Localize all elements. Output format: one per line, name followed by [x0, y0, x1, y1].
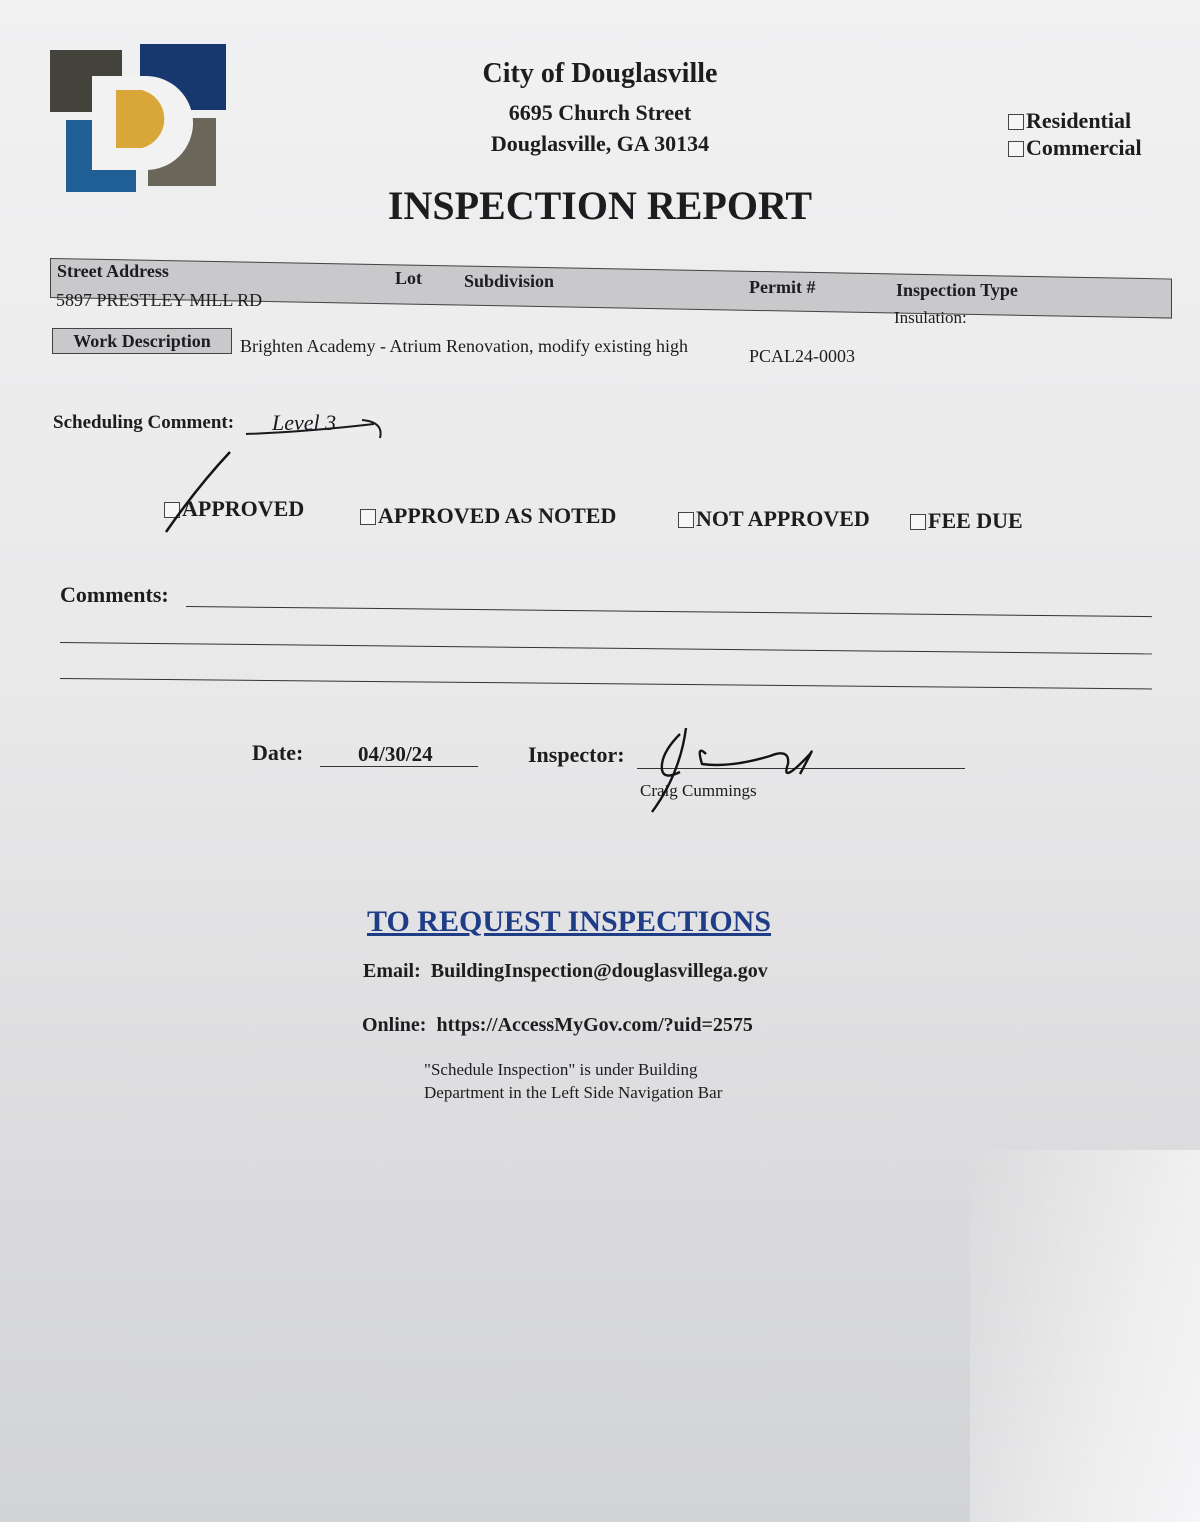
email-label: Email:: [363, 960, 421, 982]
city-name: City of Douglasville: [482, 58, 718, 89]
inspector-signature: [640, 724, 830, 816]
scheduling-comment-label: Scheduling Comment:: [53, 412, 235, 433]
not-approved-checkbox[interactable]: [678, 512, 694, 528]
city-street: 6695 Church Street: [508, 100, 692, 125]
fee-due-checkbox[interactable]: [910, 514, 926, 530]
permit-value: PCAL24-0003: [749, 346, 856, 366]
col-inspection-type: Inspection Type: [896, 280, 1018, 300]
col-permit: Permit #: [749, 277, 816, 297]
online-link[interactable]: https://AccessMyGov.com/?uid=2575: [436, 1014, 753, 1036]
inspector-name: Craig Cummings: [640, 781, 757, 800]
date-line: [320, 766, 478, 767]
paper-shading: [970, 1150, 1200, 1522]
street-address-value: 5897 PRESTLEY MILL RD: [56, 290, 263, 310]
approved-label: APPROVED: [182, 496, 305, 521]
residential-label: Residential: [1026, 108, 1132, 133]
approved-as-noted-label: APPROVED AS NOTED: [378, 503, 617, 528]
city-state-zip: Douglasville, GA 30134: [490, 131, 710, 156]
date-label: Date:: [252, 740, 304, 765]
comments-line-3[interactable]: [60, 678, 1152, 689]
request-email-row: [363, 960, 768, 983]
inspection-type-value: Insulation:: [894, 308, 967, 327]
schedule-note-line-1: "Schedule Inspection" is under Building: [424, 1060, 698, 1079]
status-fee-due[interactable]: [910, 508, 1023, 534]
residential-checkbox[interactable]: [1008, 114, 1024, 130]
work-description-value: Brighten Academy - Atrium Renovation, modify existing high: [240, 336, 688, 356]
request-inspections-heading[interactable]: TO REQUEST INSPECTIONS: [367, 905, 772, 938]
status-approved-as-noted[interactable]: [360, 503, 616, 529]
col-lot: Lot: [395, 268, 422, 288]
approved-as-noted-checkbox[interactable]: [360, 509, 376, 525]
request-online-row: [362, 1014, 753, 1037]
scheduling-handwritten-note: Level 3: [272, 410, 337, 435]
commercial-option[interactable]: [1008, 135, 1142, 161]
date-value: 04/30/24: [358, 742, 433, 766]
schedule-note-line-2: Department in the Left Side Navigation Bar: [424, 1083, 723, 1102]
work-description-label: Work Description: [52, 328, 232, 354]
status-not-approved[interactable]: [678, 506, 870, 532]
col-street-address: Street Address: [57, 261, 169, 281]
email-link[interactable]: BuildingInspection@douglasvillega.gov: [430, 960, 768, 982]
col-subdivision: Subdivision: [464, 271, 555, 291]
commercial-checkbox[interactable]: [1008, 141, 1024, 157]
not-approved-label: NOT APPROVED: [696, 506, 870, 531]
comments-line-1[interactable]: [186, 606, 1152, 617]
approved-check-mark: [160, 446, 240, 538]
fee-due-label: FEE DUE: [928, 508, 1023, 533]
online-label: Online:: [362, 1014, 427, 1036]
scheduling-strike-mark: [244, 412, 394, 448]
report-title: INSPECTION REPORT: [387, 183, 813, 228]
comments-line-2[interactable]: [60, 642, 1152, 654]
comments-label: Comments:: [60, 582, 169, 607]
residential-option[interactable]: [1008, 108, 1131, 134]
commercial-label: Commercial: [1026, 135, 1142, 160]
inspector-label: Inspector:: [528, 742, 625, 767]
